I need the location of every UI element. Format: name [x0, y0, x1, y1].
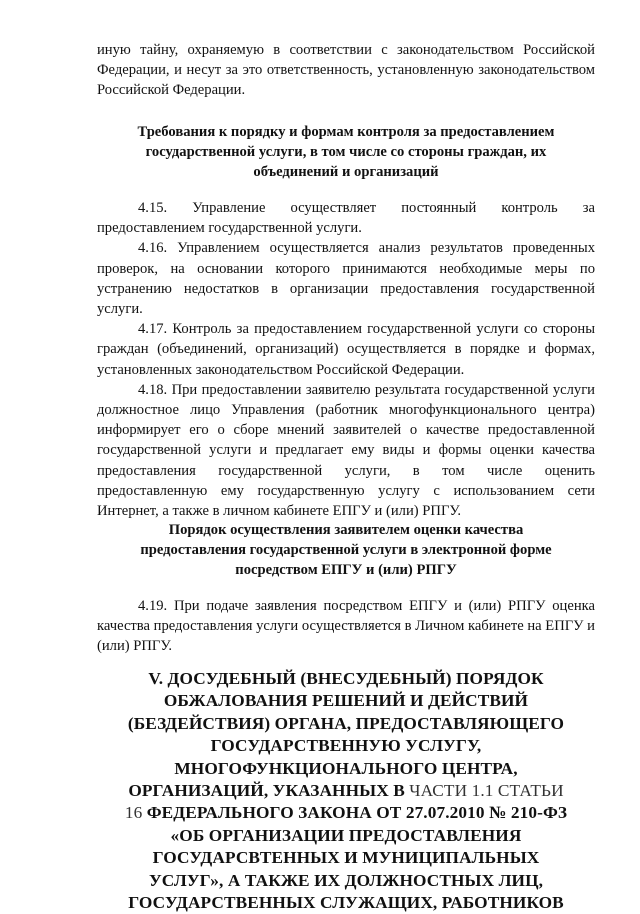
- section-v-heading-part2: ФЕДЕРАЛЬНОГО ЗАКОНА ОТ 27.07.2010 № 210-ФЗ «ОБ ОРГАНИЗАЦИИ ПРЕДОСТАВЛЕНИЯ ГОСУДАРСВТЕННЫХ И МУНИЦИПАЛЬНЫХ УСЛУГ», А ТАКЖЕ ИХ ДОЛЖНОСТНЫХ ЛИЦ, ГОСУДАРСТВЕННЫХ СЛУЖАЩИХ, РАБОТНИКОВ: [128, 803, 568, 913]
- intro-text: иную тайну, охраняемую в соответствии с законодательством Российской Федерации, и несут за это ответственность, установленную законодательством Российской Федерации.: [97, 42, 595, 99]
- intro-paragraph: [97, 40, 595, 101]
- paragraph-4-16: 4.16. Управлением осуществляется анализ результатов проведенных проверок, на основании которого принимаются необходимые меры по устранению недостатков в организации предоставления государственной услуги.: [97, 240, 595, 318]
- paragraph-4-18: 4.18. При предоставлении заявителю результата государственной услуги должностное лицо Управления (работник многофункционального центра) информирует его о сборе мнений заявителей о качестве предоставленной государственной услуги и предлагает ему виды и формы оценки качества предоставления государственной услуги, в том числе оценить предоставленную ему государственную услугу с использованием сети Интернет, а также в личном кабинете ЕПГУ и (или) РПГУ.: [97, 381, 595, 520]
- law-reference-link[interactable]: ЧАСТИ 1.1 СТАТЬИ 16: [124, 781, 564, 823]
- heading-quality-evaluation: Порядок осуществления заявителем оценки качества предоставления государственной услуги в электронной форме посредством ЕПГУ и (или) РПГУ: [140, 522, 552, 578]
- paragraph-4-17: 4.17. Контроль за предоставлением государственной услуги со стороны граждан (объединений, организаций) осуществляется в порядке и формах, установленных законодательством Российской Федерации.: [97, 321, 595, 378]
- section-v-heading: [118, 668, 574, 914]
- control-paragraphs: [97, 198, 595, 521]
- paragraph-4-15: 4.15. Управление осуществляет постоянный контроль за предоставлением государственной услуги.: [97, 200, 595, 237]
- heading-control-requirements: Требования к порядку и формам контроля за предоставлением государственной услуги, в том числе со стороны граждан, их объединений и организаций: [137, 124, 555, 180]
- paragraph-4-19: 4.19. При подаче заявления посредством ЕПГУ и (или) РПГУ оценка качества предоставления услуги осуществляется в Личном кабинете на ЕПГУ и (или) РПГУ.: [97, 598, 595, 655]
- evaluation-paragraph: [97, 596, 595, 657]
- section-v-heading-part1: V. ДОСУДЕБНЫЙ (ВНЕСУДЕБНЫЙ) ПОРЯДОК ОБЖАЛОВАНИЯ РЕШЕНИЙ И ДЕЙСТВИЙ (БЕЗДЕЙСТВИЯ) ОРГАНА, ПРЕДОСТАВЛЯЮЩЕГО ГОСУДАРСТВЕННУЮ УСЛУГУ, МНОГОФУНКЦИОНАЛЬНОГО ЦЕНТРА, ОРГАНИЗАЦИЙ, УКАЗАННЫХ В: [127, 669, 565, 801]
